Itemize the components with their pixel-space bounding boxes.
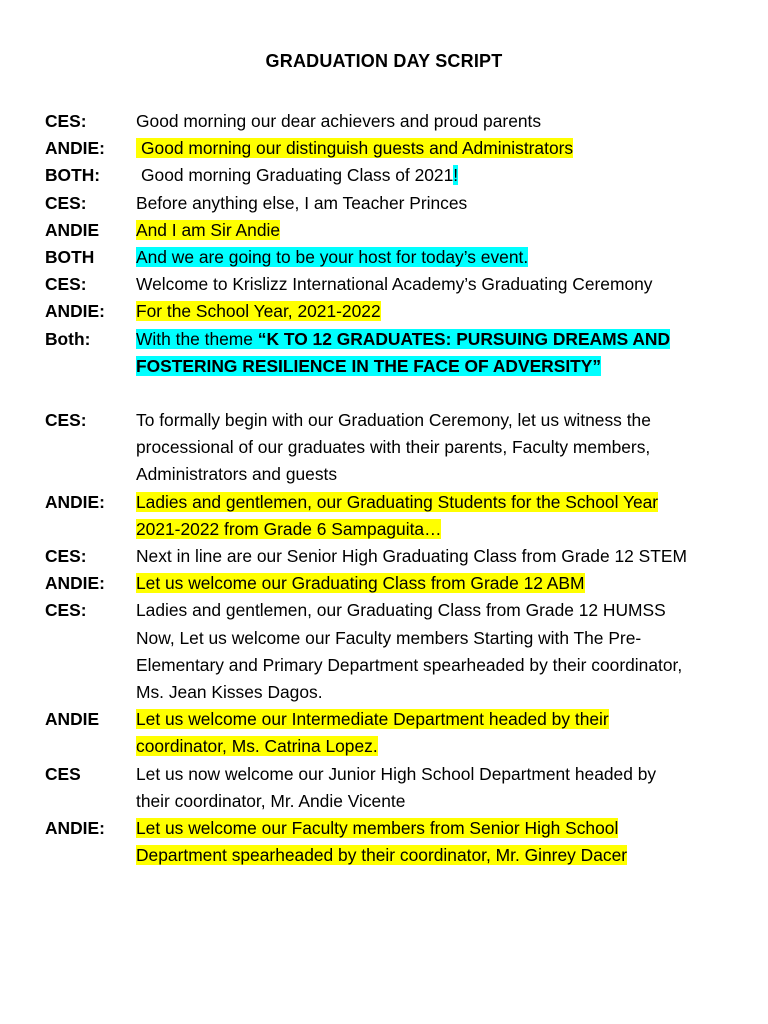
speaker-label: CES:: [45, 111, 87, 131]
script-line: [45, 135, 745, 162]
line-text: [136, 244, 745, 271]
highlighted-text: Let us welcome our Faculty members from Senior High School: [136, 818, 619, 839]
line-row: Now, Let us welcome our Faculty members Starting with The Pre-: [136, 627, 642, 648]
script-line: [45, 706, 745, 760]
speaker-label: CES:: [45, 546, 87, 567]
line-text: [136, 597, 745, 706]
script-line: [45, 108, 745, 135]
spacer: [45, 380, 745, 407]
document-title: GRADUATION DAY SCRIPT: [265, 51, 503, 71]
line-text-span: Good morning Graduating Class of 2021: [141, 165, 454, 186]
script-line: [45, 271, 745, 298]
line-row: Administrators and guests: [136, 464, 338, 485]
highlighted-text: And we are going to be your host for today’s event.: [136, 247, 529, 268]
script-line: [45, 190, 745, 217]
line-text-span: Welcome to Krislizz International Academy’s Graduating Ceremony: [136, 274, 653, 295]
highlighted-text: Ladies and gentlemen, our Graduating Students for the School Year: [136, 491, 659, 512]
highlighted-text: coordinator, Ms. Catrina Lopez.: [136, 736, 378, 757]
line-text: [136, 217, 745, 244]
script-line: [45, 815, 745, 869]
script-line: [45, 761, 745, 815]
line-row: processional of our graduates with their parents, Faculty members,: [136, 437, 651, 458]
line-row: Ladies and gentlemen, our Graduating Class from Grade 12 HUMSS: [136, 600, 666, 621]
speaker-label: ANDIE:: [45, 491, 105, 512]
line-text: [136, 815, 745, 869]
speaker-label: ANDIE: [45, 219, 100, 240]
line-text: [136, 298, 745, 325]
line-row: [136, 326, 745, 353]
line-text: [136, 108, 745, 135]
speaker-label: CES: [45, 763, 81, 784]
speaker-label: BOTH: [45, 247, 95, 268]
script-line: [45, 407, 745, 489]
speaker-label: BOTH:: [45, 165, 101, 186]
line-text: [136, 761, 745, 815]
line-row: [136, 815, 745, 842]
highlighted-text: And I am Sir Andie: [136, 219, 281, 240]
line-row: [136, 842, 745, 869]
highlighted-text: [136, 329, 670, 349]
highlighted-text: Good morning our distinguish guests and Administrators: [136, 138, 573, 158]
line-text: [136, 271, 745, 298]
highlighted-text: For the School Year, 2021-2022: [136, 301, 381, 322]
highlighted-text: Department spearheaded by their coordinator, Mr. Ginrey Dacer: [136, 845, 628, 866]
line-text: [136, 326, 745, 380]
script-line: [45, 543, 745, 570]
line-row: Let us now welcome our Junior High School Department headed by: [136, 763, 657, 784]
speaker-label: ANDIE: [45, 709, 100, 730]
line-text-span: Next in line are our Senior High Graduating Class from Grade 12 STEM: [136, 546, 687, 567]
script-line: [45, 597, 745, 706]
speaker-label: ANDIE:: [45, 301, 105, 322]
highlighted-text: Let us welcome our Graduating Class from Grade 12 ABM: [136, 573, 585, 594]
theme-intro: With the theme: [136, 328, 258, 349]
line-text: [136, 162, 745, 189]
line-row: their coordinator, Mr. Andie Vicente: [136, 790, 406, 811]
speaker-label: CES:: [45, 600, 87, 621]
line-row: To formally begin with our Graduation Ceremony, let us witness the: [136, 410, 651, 431]
script-line: [45, 162, 745, 189]
line-row: Ms. Jean Kisses Dagos.: [136, 682, 323, 703]
line-row: [136, 489, 745, 516]
script-line: [45, 217, 745, 244]
script-line: [45, 244, 745, 271]
speaker-label: Both:: [45, 328, 91, 349]
script-body: [45, 108, 745, 869]
line-text: [136, 135, 745, 162]
highlighted-text: !: [453, 165, 459, 186]
speaker-label: CES:: [45, 410, 87, 431]
line-row: Elementary and Primary Department spearheaded by their coordinator,: [136, 654, 683, 675]
speaker-label: CES:: [45, 274, 87, 295]
line-text: [136, 190, 745, 217]
line-row: [136, 516, 745, 543]
theme-text: “K TO 12 GRADUATES: PURSUING DREAMS AND: [257, 328, 671, 349]
line-row: [136, 706, 745, 733]
highlighted-text: 2021-2022 from Grade 6 Sampaguita…: [136, 518, 442, 539]
line-row: [136, 733, 745, 760]
line-text: [136, 706, 745, 760]
speaker-label: ANDIE:: [45, 138, 105, 159]
theme-text: FOSTERING RESILIENCE IN THE FACE OF ADVERSITY”: [136, 355, 602, 376]
line-text-span: Good morning our dear achievers and proud parents: [136, 111, 542, 131]
speaker-label: ANDIE:: [45, 818, 105, 839]
highlighted-text: Let us welcome our Intermediate Department headed by their: [136, 709, 609, 730]
line-row: [136, 353, 745, 380]
script-line: [45, 489, 745, 543]
line-text-span: Before anything else, I am Teacher Princes: [136, 192, 468, 213]
line-text: [136, 407, 745, 489]
line-text: [136, 489, 745, 543]
line-text: [136, 570, 745, 597]
speaker-label: CES:: [45, 192, 87, 213]
script-line: [45, 326, 745, 380]
script-line: [45, 298, 745, 325]
script-line: [45, 570, 745, 597]
speaker-label: ANDIE:: [45, 573, 105, 594]
line-text: [136, 543, 745, 570]
